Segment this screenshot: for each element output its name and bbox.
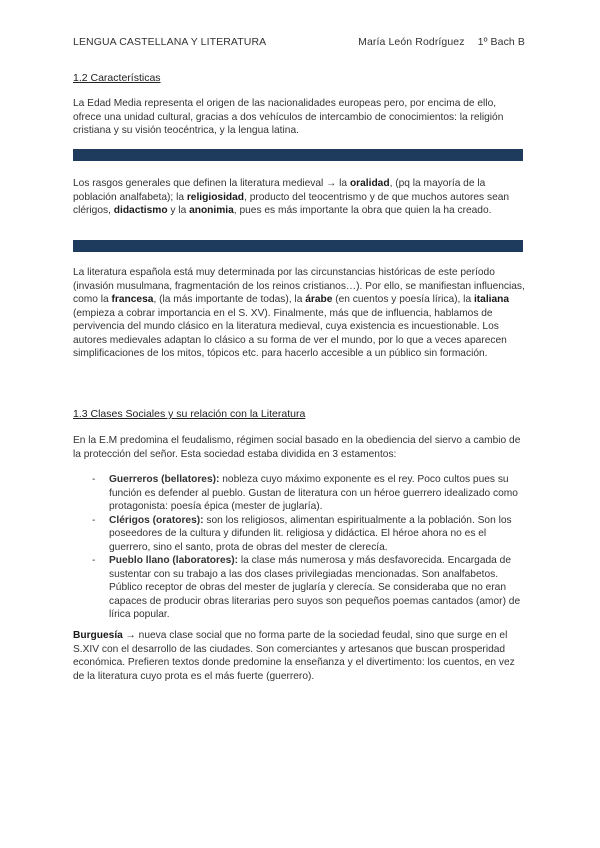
header-course: 1º Bach B [477, 36, 525, 48]
term-didactismo: didactismo [113, 205, 168, 216]
paragraph-influencias: La literatura española está muy determinada por las circunstancias históricas de este período (invasión musulmana, fragmentación de los reinos cristianos…). Por ello, se manifiestan influencias, como la francesa, (la más importante de todas), la árabe (en cuentos y poesía lírica), la italiana (empieza a cobrar importancia en el S. XV). Finalmente, más que de influencia, hablamos de pervivencia del mundo clásico en la literatura medieval, cuya existencia es incuestionable. Los autores medievales adaptan lo clásico a su forma de ver el mundo, por lo que a veces aparecen simplificaciones de los mitos, tópicos etc. para hacerlo accesible a un público sin formación. [73, 267, 525, 359]
paragraph-burguesia: Burguesía → nueva clase social que no forma parte de la sociedad feudal, sino que surge en el S.XIV con el desarrollo de las ciudades. Son comerciantes y artesanos que buscan prosperidad económica. Prefieren textos donde predomine la enseñanza y el divertimento: los cuentos, en vez de la literatura cuyo prota es el más fuerte (guerrero). [73, 630, 515, 682]
list-item-pueblo-llano: - Pueblo llano (laboratores): la clase más numerosa y más desfavorecida. Encargada de sustentar con su trabajo a las dos clases privilegiadas mencionadas. Son analfabetos. Público receptor de obras del mester de juglaría y clerecía. Se consideraba que no eran capaces de producir obras literarias pero suyos son pequeños poemas cantados (amor) de lírica popular. [92, 555, 521, 620]
term-religiosidad: religiosidad [186, 191, 245, 203]
paragraph-edad-media: La Edad Media representa el origen de las nacionalidades europeas pero, por encima de ello, ofrece una unidad cultural, gracias a dos vehículos de intercambio de conocimientos: la religión cristiana y su visión teocéntrica, y la lengua latina. [73, 98, 504, 136]
list-item-guerreros: - Guerreros (bellatores): nobleza cuyo máximo exponente es el rey. Poco cultos pues su función es defender al pueblo. Gustan de literatura con un héroe guerrero idealizado como protagonista: poesía épica (mester de juglaría). [92, 474, 518, 512]
paragraph-feudalismo: En la E.M predomina el feudalismo, régimen social basado en la obediencia del siervo a cambio de la protección del señor. Esta sociedad estaba dividida en 3 estamentos: [73, 435, 521, 460]
header-author: María León Rodríguez [358, 36, 465, 48]
estamentos-list [92, 473, 524, 622]
paragraph-rasgos: Los rasgos generales que definen la literatura medieval → la oralidad, (pq la mayoría de la población analfabeta); la religiosidad, producto del teocentrismo y de que muchos autores sean clérigos, didactismo y la anonimia, pues es más importante la obra que quien la ha creado. [73, 178, 510, 216]
section-title-1-2: 1.2 Características [73, 72, 161, 84]
term-italiana: italiana [473, 294, 510, 305]
term-oralidad: oralidad [349, 178, 390, 189]
header-subject: LENGUA CASTELLANA Y LITERATURA [73, 36, 267, 48]
term-burguesia: Burguesía → [73, 630, 136, 641]
page-header [73, 36, 525, 48]
term-francesa: francesa [111, 294, 154, 305]
header-right [348, 36, 525, 48]
section-title-1-3: 1.3 Clases Sociales y su relación con la Literatura [73, 408, 306, 420]
section-divider-bar [73, 149, 523, 161]
term-arabe: árabe [305, 294, 333, 305]
section-divider-bar [73, 240, 523, 252]
term-anonimia: anonimia [189, 205, 234, 216]
list-item-clerigos: - Clérigos (oratores): son los religiosos, alimentan espiritualmente a la población. Son los poseedores de la cultura y difunden lit. religiosa y didáctica. El héroe ahora no es el guerrero, sino el santo, prota de obras del mester de clerecía. [92, 514, 512, 553]
